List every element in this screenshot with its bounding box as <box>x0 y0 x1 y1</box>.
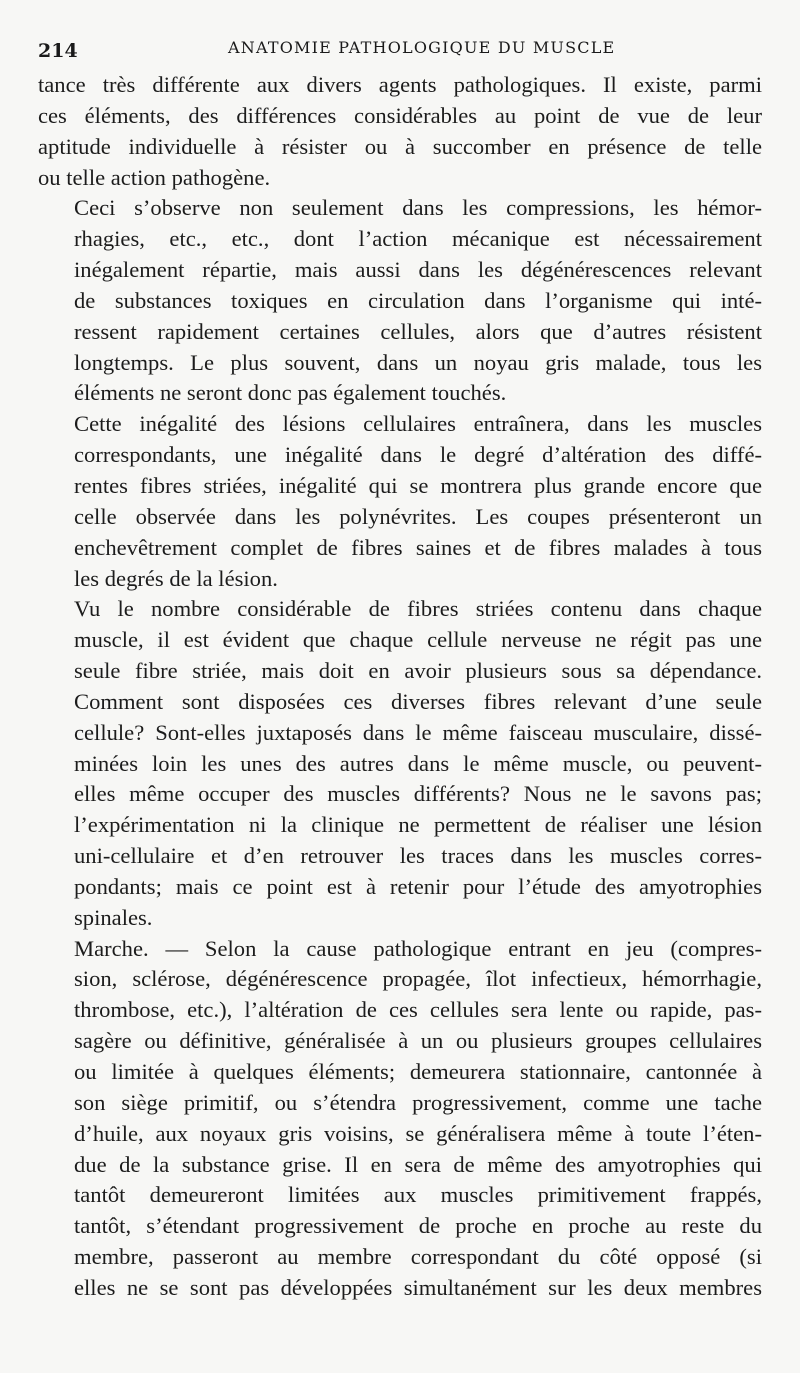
text-line: Cette inégalité des lésions cellulaires entraînera, dans les muscles <box>74 411 762 437</box>
paragraph-2 <box>38 193 762 409</box>
text-line: son siège primitif, ou s’étendra progressivement, comme une tache <box>74 1089 762 1115</box>
text-line: sagère ou définitive, généralisée à un ou plusieurs groupes cellulaires <box>74 1028 762 1054</box>
text-line: longtemps. Le plus souvent, dans un noyau gris malade, tous les <box>74 349 762 375</box>
text-line: ou telle action pathogène. <box>38 164 271 190</box>
text-line: minées loin les unes des autres dans le même muscle, ou peuvent- <box>74 750 762 776</box>
paragraph-4 <box>38 594 762 933</box>
page-header <box>38 34 768 64</box>
text-line: l’expérimentation ni la clinique ne permettent de réaliser une lésion <box>74 812 762 838</box>
text-line: spinales. <box>74 904 153 930</box>
text-line: les degrés de la lésion. <box>74 565 278 591</box>
paragraph-1 <box>38 70 762 193</box>
text-line: correspondants, une inégalité dans le degré d’altération des diffé- <box>74 442 762 468</box>
text-line: membre, passeront au membre correspondant du côté opposé (si <box>74 1244 762 1270</box>
text-line: thrombose, etc.), l’altération de ces cellules sera lente ou rapide, pas- <box>74 997 762 1023</box>
text-line: cellule? Sont-elles juxtaposés dans le même faisceau musculaire, dissé- <box>74 719 762 745</box>
text-line: d’huile, aux noyaux gris voisins, se généralisera même à toute l’éten- <box>74 1120 762 1146</box>
text-line: tantôt demeureront limitées aux muscles primitivement frappés, <box>74 1182 762 1208</box>
page-number: 214 <box>38 40 78 62</box>
text-line: rhagies, etc., etc., dont l’action mécanique est nécessairement <box>74 226 762 252</box>
text-line: ou limitée à quelques éléments; demeurera stationnaire, cantonnée à <box>74 1059 762 1084</box>
paragraph-3 <box>38 409 762 594</box>
paragraph-5 <box>38 934 762 1304</box>
text-line: Marche. — Selon la cause pathologique entrant en jeu (compres- <box>74 935 762 961</box>
text-line: enchevêtrement complet de fibres saines et de fibres malades à tous <box>74 534 762 560</box>
text-line: Ceci s’observe non seulement dans les compressions, les hémor- <box>74 195 762 221</box>
text-line: ces éléments, des différences considérables au point de vue de leur <box>38 102 762 128</box>
running-title: ANATOMIE PATHOLOGIQUE DU MUSCLE <box>228 38 616 57</box>
text-line: rentes fibres striées, inégalité qui se montrera plus grande encore que <box>74 472 762 498</box>
text-line: tantôt, s’étendant progressivement de proche en proche au reste du <box>74 1213 762 1239</box>
text-line: Vu le nombre considérable de fibres striées contenu dans chaque <box>74 596 762 622</box>
text-line: celle observée dans les polynévrites. Les coupes présenteront un <box>74 503 762 529</box>
text-line: muscle, il est évident que chaque cellule nerveuse ne régit pas une <box>74 627 762 653</box>
text-line: éléments ne seront donc pas également touchés. <box>74 380 507 406</box>
text-line: inégalement répartie, mais aussi dans les dégénérescences relevant <box>74 257 762 283</box>
text-line: pondants; mais ce point est à retenir pour l’étude des amyotrophies <box>74 873 762 899</box>
body-text <box>38 70 762 1304</box>
text-line: sion, sclérose, dégénérescence propagée, îlot infectieux, hémorrhagie, <box>74 966 762 992</box>
text-line: elles même occuper des muscles différents? Nous ne le savons pas; <box>74 781 762 807</box>
text-line: uni-cellulaire et d’en retrouver les traces dans les muscles corres- <box>74 843 762 869</box>
text-line: aptitude individuelle à résister ou à succomber en présence de telle <box>38 133 762 159</box>
text-line: due de la substance grise. Il en sera de même des amyotrophies qui <box>74 1151 762 1177</box>
text-line: elles ne se sont pas développées simultanément sur les deux membres <box>74 1274 762 1300</box>
text-line: tance très différente aux divers agents pathologiques. Il existe, parmi <box>38 72 762 97</box>
text-line: seule fibre striée, mais doit en avoir plusieurs sous sa dépendance. <box>74 658 762 684</box>
text-line: Comment sont disposées ces diverses fibres relevant d’une seule <box>74 688 762 714</box>
text-line: de substances toxiques en circulation dans l’organisme qui inté- <box>74 287 762 313</box>
text-line: ressent rapidement certaines cellules, alors que d’autres résistent <box>74 318 762 344</box>
